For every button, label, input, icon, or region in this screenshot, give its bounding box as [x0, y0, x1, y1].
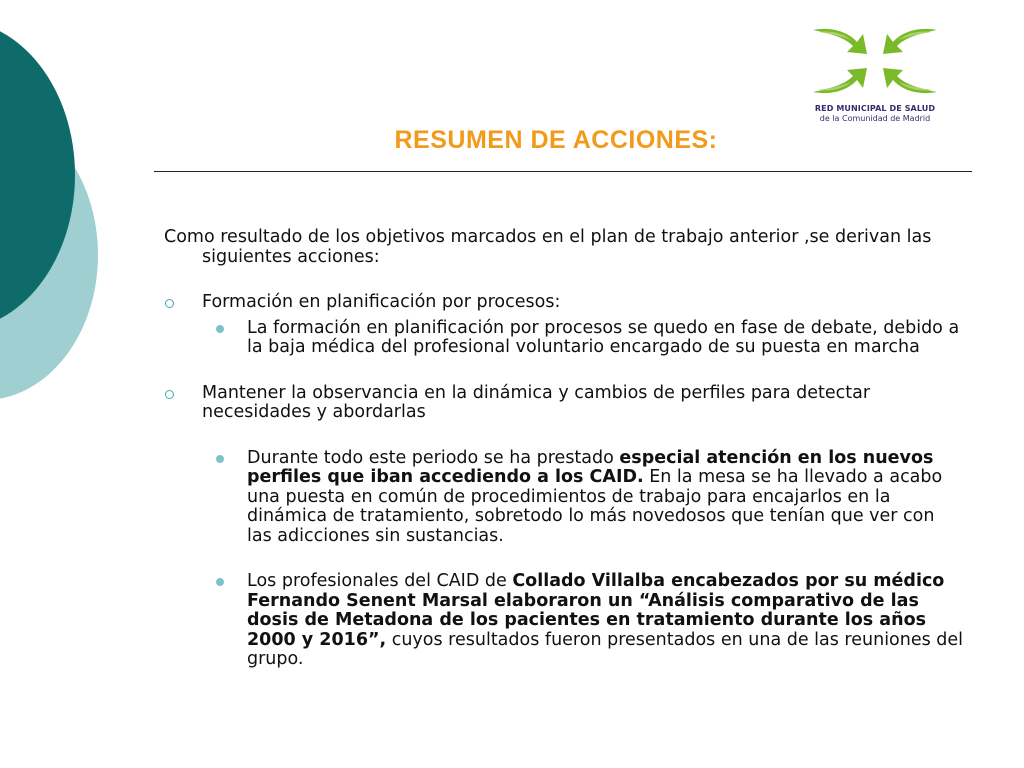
- list-item: [164, 319, 964, 358]
- dot-bullet-icon: [216, 455, 224, 463]
- section-heading: Formación en planificación por procesos:: [202, 292, 561, 312]
- hollow-bullet-icon: [165, 390, 174, 399]
- list-item: [164, 449, 964, 547]
- dot-bullet-icon: [216, 325, 224, 333]
- list-item-text: cuyos resultados fueron presentados en una de las reuniones del grupo.: [247, 629, 964, 669]
- slide-body: [164, 228, 964, 670]
- list-item-bold-text: especial atención en los nuevos perfiles que iban accediendo a los CAID.: [247, 447, 934, 487]
- intro-text: Como resultado de los objetivos marcados en el plan de trabajo anterior ,se derivan las siguientes acciones:: [164, 227, 932, 267]
- hollow-bullet-icon: [165, 299, 174, 308]
- list-item-text: En la mesa se ha llevado a acabo una puesta en común de procedimientos de trabajo para encajarlos en la dinámica de tratamiento, sobretodo lo más novedosos que tenían que ver con las adicciones sin sustancias.: [247, 467, 943, 546]
- list-item-text: Los profesionales del CAID de: [247, 571, 513, 591]
- list-item: [164, 572, 964, 670]
- logo-subtitle: de la Comunidad de Madrid: [819, 114, 931, 123]
- dot-bullet-icon: [216, 578, 224, 586]
- section-formacion: [164, 293, 964, 313]
- list-item-text: Durante todo este periodo se ha prestado: [247, 447, 620, 468]
- section-observancia: [164, 384, 964, 423]
- title-divider: [154, 171, 972, 172]
- red-municipal-logo: [800, 20, 950, 130]
- page-title: RESUMEN DE ACCIONES:: [394, 126, 718, 154]
- list-item-bold-text: Collado Villalba encabezados por su médico Fernando Senent Marsal elaboraron un “Análisis comparativo de las dosis de Metadona de los pacientes en tratamiento durante los años 2000 y 2016”,: [247, 571, 945, 650]
- list-item-text: La formación en planificación por procesos se quedo en fase de debate, debido a la baja médica del profesional voluntario encargado de su puesta en marcha: [247, 317, 960, 357]
- arrows-logo-icon: [805, 20, 945, 100]
- section-heading: Mantener la observancia en la dinámica y cambios de perfiles para detectar necesidades y abordarlas: [202, 382, 871, 422]
- logo-title: RED MUNICIPAL DE SALUD: [814, 104, 936, 113]
